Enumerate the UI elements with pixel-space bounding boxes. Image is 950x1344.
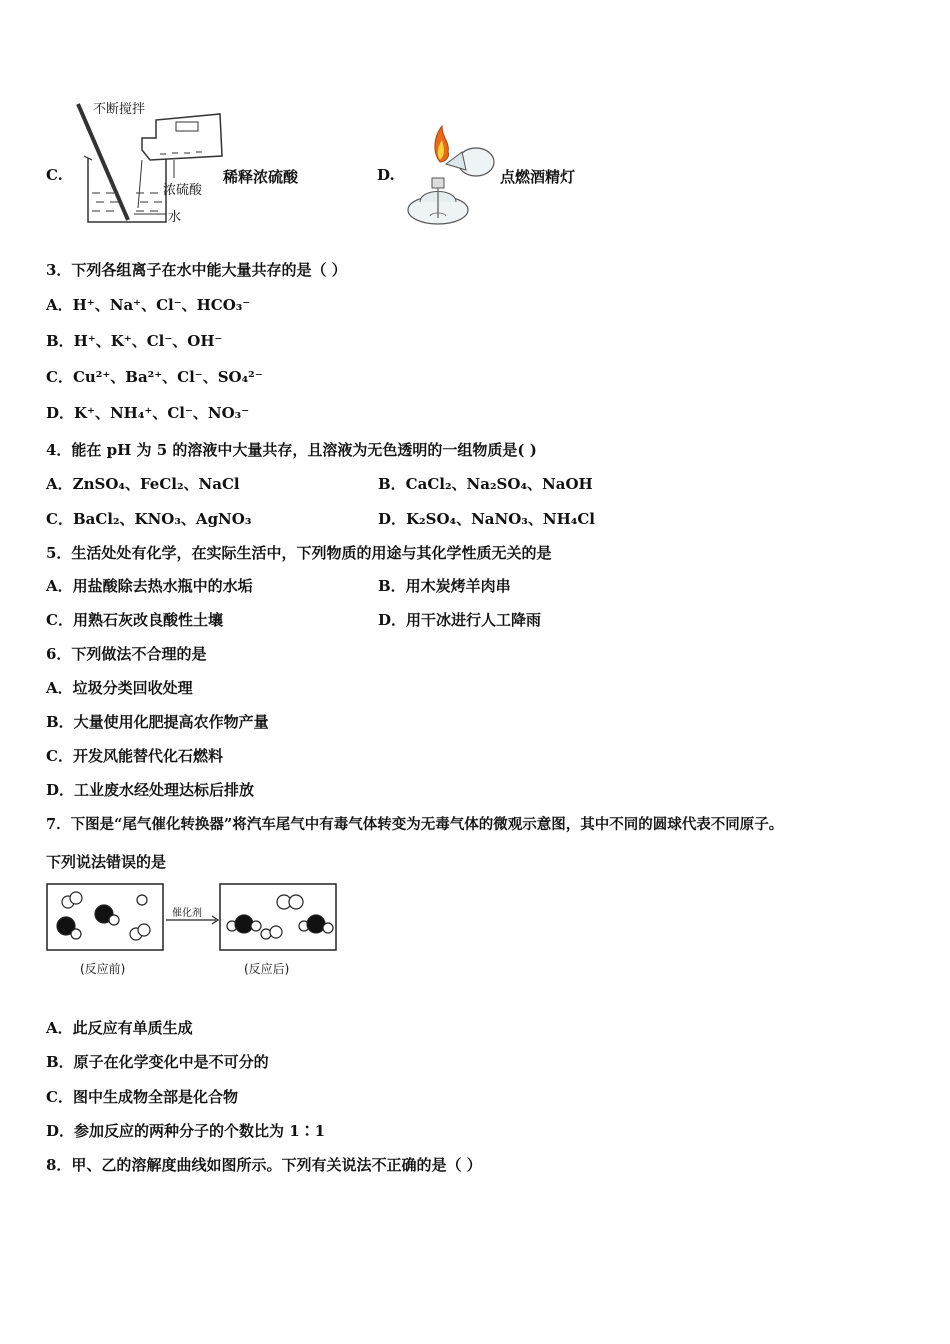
q4-option-b: B．CaCl₂、Na₂SO₄、NaOH xyxy=(378,475,593,493)
q7-option-d: D．参加反应的两种分子的个数比为 1∶1 xyxy=(46,1122,326,1140)
q3-option-d: D．K⁺、NH₄⁺、Cl⁻、NO₃⁻ xyxy=(46,404,250,422)
dilute-acid-figure xyxy=(70,98,230,228)
q7-stem-line2: 下列说法错误的是 xyxy=(46,853,167,871)
q3-stem: 3．下列各组离子在水中能大量共存的是（ ） xyxy=(46,261,347,279)
q2-option-c-label: 稀释浓硫酸 xyxy=(223,168,299,186)
q6-option-d: D．工业废水经处理达标后排放 xyxy=(46,781,255,799)
q7-option-a: A．此反应有单质生成 xyxy=(46,1019,193,1037)
q5-option-d: D．用干冰进行人工降雨 xyxy=(378,611,542,629)
q7-option-b: B．原子在化学变化中是不可分的 xyxy=(46,1053,269,1071)
q3-option-a: A．H⁺、Na⁺、Cl⁻、HCO₃⁻ xyxy=(46,296,251,314)
q7-option-c: C．图中生成物全部是化合物 xyxy=(46,1088,238,1106)
acid-caption: 浓硫酸 xyxy=(163,183,203,198)
q8-stem: 8．甲、乙的溶解度曲线如图所示。下列有关说法不正确的是（ ） xyxy=(46,1156,482,1174)
water-caption: 水 xyxy=(168,210,182,225)
q3-option-c: C．Cu²⁺、Ba²⁺、Cl⁻、SO₄²⁻ xyxy=(46,368,263,386)
q4-stem: 4．能在 pH 为 5 的溶液中大量共存，且溶液为无色透明的一组物质是( ) xyxy=(46,441,537,459)
stir-caption: 不断搅拌 xyxy=(93,102,146,117)
before-caption: (反应前) xyxy=(80,962,126,976)
q4-option-a: A．ZnSO₄、FeCl₂、NaCl xyxy=(46,475,240,493)
alcohol-lamp-figure xyxy=(404,122,504,228)
q6-option-a: A．垃圾分类回收处理 xyxy=(46,679,193,697)
q3-option-b: B．H⁺、K⁺、Cl⁻、OH⁻ xyxy=(46,332,223,350)
q6-option-b: B．大量使用化肥提高农作物产量 xyxy=(46,713,269,731)
q5-option-a: A．用盐酸除去热水瓶中的水垢 xyxy=(46,577,253,595)
q6-stem: 6．下列做法不合理的是 xyxy=(46,645,207,663)
q5-option-c: C．用熟石灰改良酸性土壤 xyxy=(46,611,223,629)
q6-option-c: C．开发风能替代化石燃料 xyxy=(46,747,223,765)
q4-option-d: D．K₂SO₄、NaNO₃、NH₄Cl xyxy=(378,510,595,528)
q2-option-c-letter: C. xyxy=(46,166,63,184)
q4-option-c: C．BaCl₂、KNO₃、AgNO₃ xyxy=(46,510,252,528)
q2-option-d-letter: D. xyxy=(377,166,395,184)
reaction-diagram xyxy=(46,882,342,956)
q7-stem-line1: 7．下图是“尾气催化转换器”将汽车尾气中有毒气体转变为无毒气体的微观示意图，其中不同的圆球代表不同原子。 xyxy=(46,816,784,833)
q5-option-b: B．用木炭烤羊肉串 xyxy=(378,577,511,595)
catalyst-label: 催化剂 xyxy=(172,908,202,919)
q2-option-d-label: 点燃酒精灯 xyxy=(500,168,576,186)
after-caption: (反应后) xyxy=(244,962,290,976)
q5-stem: 5．生活处处有化学，在实际生活中，下列物质的用途与其化学性质无关的是 xyxy=(46,544,552,562)
